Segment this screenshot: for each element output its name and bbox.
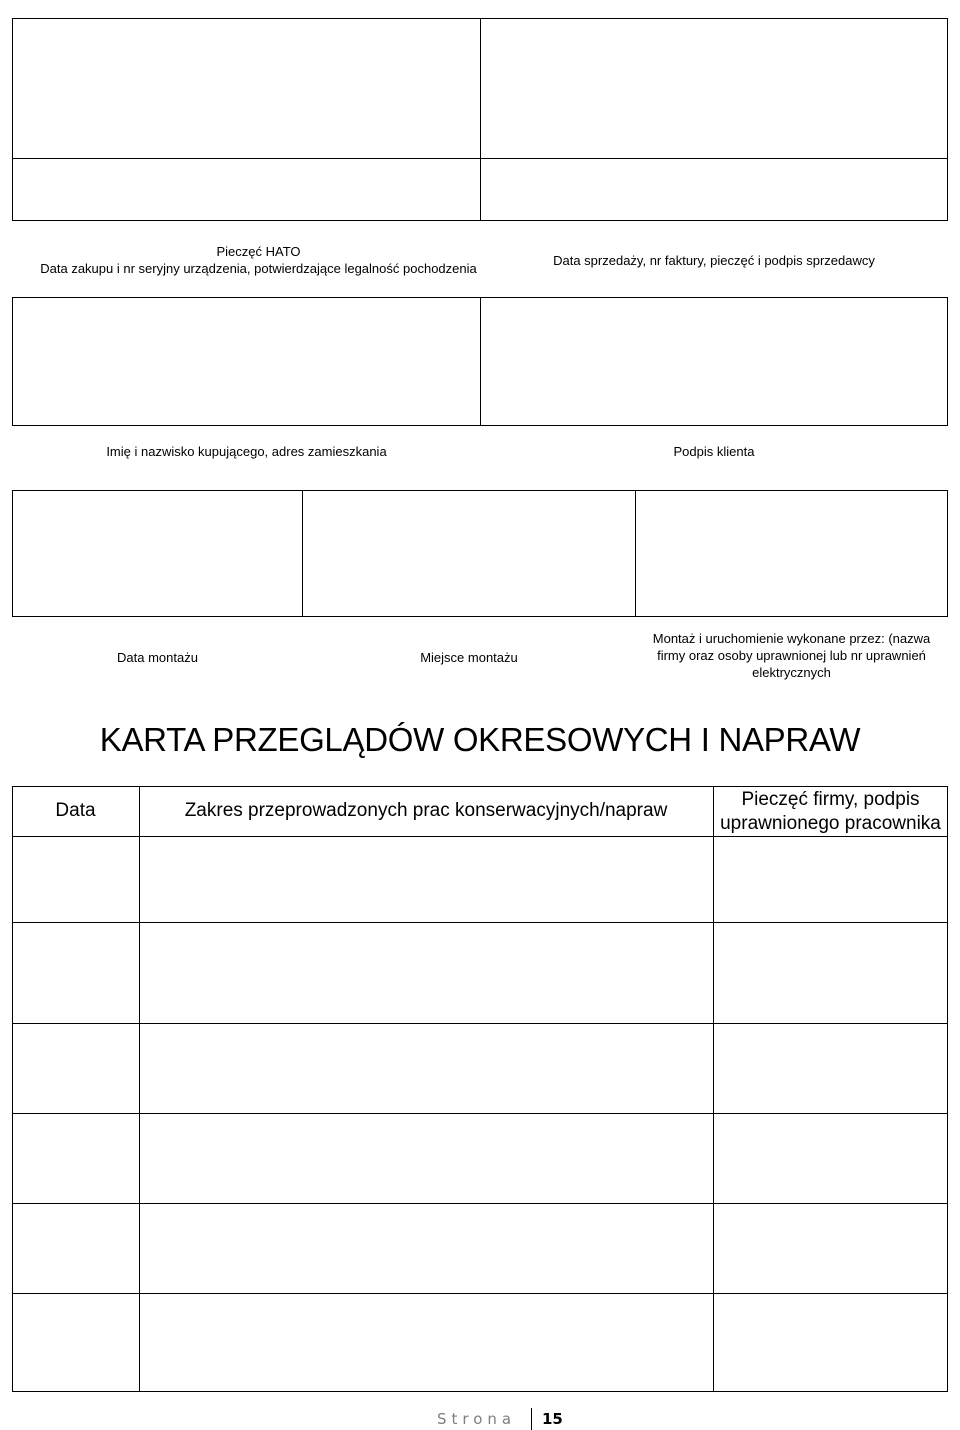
table-row-divider-1 bbox=[12, 922, 948, 923]
hato-stamp-caption: Pieczęć HATO Data zakupu i nr seryjny urządzenia, potwierdzające legalność pochodzenia bbox=[40, 244, 477, 276]
table-row-divider-2 bbox=[12, 1023, 948, 1024]
table-col-divider-1 bbox=[139, 786, 140, 1392]
table-row-divider-4 bbox=[12, 1203, 948, 1204]
table-row-divider-5 bbox=[12, 1293, 948, 1294]
page-word: Strona bbox=[437, 1410, 517, 1428]
installer-box[interactable] bbox=[635, 490, 948, 617]
page-title: KARTA PRZEGLĄDÓW OKRESOWYCH I NAPRAW bbox=[99, 721, 861, 758]
seller-stamp-box[interactable] bbox=[480, 18, 948, 221]
table-header-divider bbox=[12, 836, 948, 837]
installer-caption: Montaż i uruchomienie wykonane przez: (nazwa firmy oraz osoby uprawnionej lub nr uprawnień elektrycznych bbox=[652, 631, 931, 680]
install-place-box[interactable] bbox=[302, 490, 636, 617]
install-date-box[interactable] bbox=[12, 490, 303, 617]
install-date-caption: Data montażu bbox=[117, 650, 198, 665]
header-date: Data bbox=[55, 800, 96, 821]
seller-stamp-caption: Data sprzedaży, nr faktury, pieczęć i podpis sprzedawcy bbox=[553, 253, 875, 268]
hato-stamp-box[interactable] bbox=[12, 18, 481, 221]
buyer-name-box[interactable] bbox=[12, 297, 481, 426]
client-signature-box[interactable] bbox=[480, 297, 948, 426]
hato-stamp-inner-line bbox=[12, 158, 481, 159]
header-stamp: Pieczęć firmy, podpis uprawnionego pracownika bbox=[720, 789, 941, 834]
seller-stamp-inner-line bbox=[480, 158, 948, 159]
page-number: 15 bbox=[542, 1410, 563, 1428]
table-col-divider-2 bbox=[713, 786, 714, 1392]
service-table bbox=[12, 786, 948, 1392]
install-place-caption: Miejsce montażu bbox=[420, 650, 518, 665]
footer-separator bbox=[531, 1408, 532, 1430]
table-row-divider-3 bbox=[12, 1113, 948, 1114]
header-scope: Zakres przeprowadzonych prac konserwacyjnych/napraw bbox=[184, 800, 668, 821]
buyer-name-caption: Imię i nazwisko kupującego, adres zamieszkania bbox=[106, 444, 387, 459]
client-signature-caption: Podpis klienta bbox=[673, 444, 755, 459]
